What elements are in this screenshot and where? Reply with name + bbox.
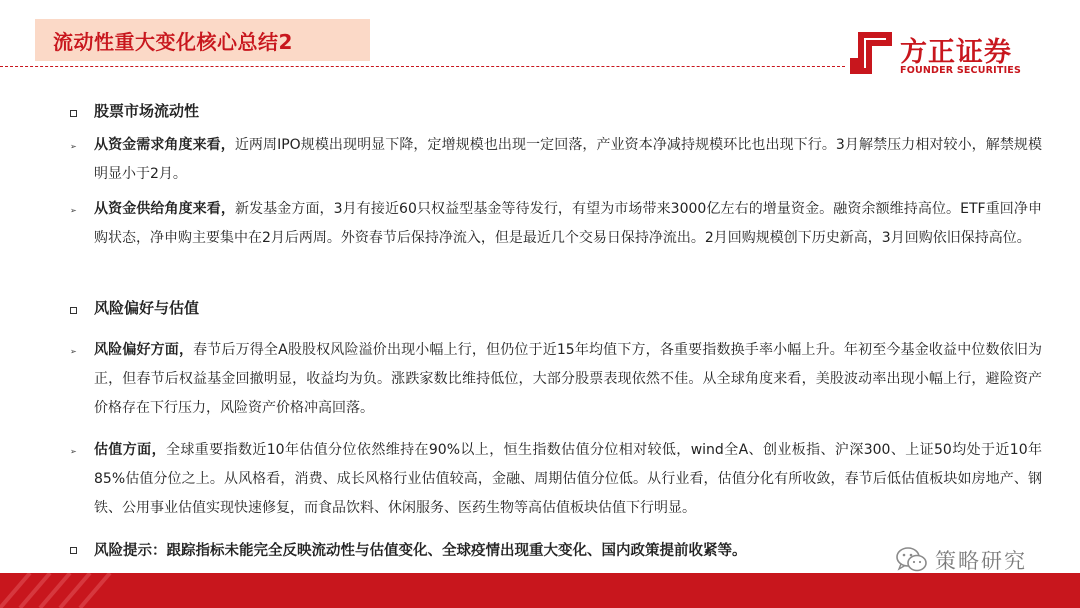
founder-logo: [848, 28, 1038, 78]
logo-english-name: FOUNDER SECURITIES: [900, 65, 1022, 76]
arrow-bullet-icon: ➢: [70, 347, 77, 356]
page-title: 流动性重大变化核心总结2: [53, 29, 293, 54]
founder-logo-icon: [848, 28, 894, 76]
header-divider: [0, 66, 845, 67]
risk-warning-text: 风险提示：跟踪指标未能完全反映流动性与估值变化、全球疫情出现重大变化、国内政策提前收紧等。: [94, 543, 747, 559]
arrow-bullet-icon: ➢: [70, 206, 77, 215]
demand-text: 近两周IPO规模出现明显下降，定增规模也出现一定回落，产业资本净减持规模环比也出现下行。3月解禁压力相对较小，解禁规模明显小于2月。: [94, 137, 1043, 182]
supply-lead: 从资金供给角度来看，: [94, 201, 235, 217]
square-bullet-icon: [70, 110, 77, 117]
arrow-bullet-icon: ➢: [70, 447, 77, 456]
logo-chinese-name: 方正证券: [900, 37, 1012, 68]
risk-appetite-paragraph: [94, 336, 1042, 423]
valuation-paragraph: [94, 436, 1042, 523]
demand-paragraph: [94, 131, 1042, 189]
risk-appetite-text: 春节后万得全A股股权风险溢价出现小幅上行，但仍位于近15年均值下方，各重要指数换手率小幅上升。年初至今基金收益中位数依旧为正，但春节后权益基金回撤明显，收益均为负。涨跌家数比维持低位，大部分股票表现依然不佳。从全球角度来看，美股波动率出现小幅上行，避险资产价格存在下行压力，风险资产价格冲高回落。: [94, 342, 1042, 416]
section-heading: 股票市场流动性: [94, 102, 200, 120]
valuation-text: 全球重要指数近10年估值分位依然维持在90%以上，恒生指数估值分位相对较低，wind全A、创业板指、沪深300、上证50均处于近10年85%估值分位之上。从风格看，消费、成长风格行业估值较高，金融、周期估值分位低。从行业看，估值分化有所收敛，春节后低估值板块如房地产、钢铁、公用事业估值实现快速修复，而食品饮料、休闲服务、医药生物等高估值板块估值下行明显。: [94, 442, 1043, 516]
section-heading: 风险偏好与估值: [94, 299, 200, 317]
supply-paragraph: [94, 195, 1042, 253]
title-banner: [35, 19, 370, 61]
footer-stripes-decoration: [0, 573, 1080, 608]
demand-lead: 从资金需求角度来看，: [94, 137, 235, 153]
supply-text: 新发基金方面，3月有接近60只权益型基金等待发行，有望为市场带来3000亿左右的增量资金。融资余额维持高位。ETF重回净申购状态，净申购主要集中在2月后两周。外资春节后保持净流入，但是最近几个交易日保持净流出。2月回购规模创下历史新高，3月回购依旧保持高位。: [94, 201, 1042, 246]
arrow-bullet-icon: ➢: [70, 142, 77, 151]
wechat-account-name: 策略研究: [935, 549, 1027, 573]
wechat-icon: [895, 546, 929, 574]
wechat-watermark: [895, 545, 1027, 575]
square-bullet-icon: [70, 307, 77, 314]
valuation-lead: 估值方面，: [94, 442, 166, 458]
risk-appetite-lead: 风险偏好方面，: [94, 342, 194, 358]
square-bullet-icon: [70, 547, 77, 554]
